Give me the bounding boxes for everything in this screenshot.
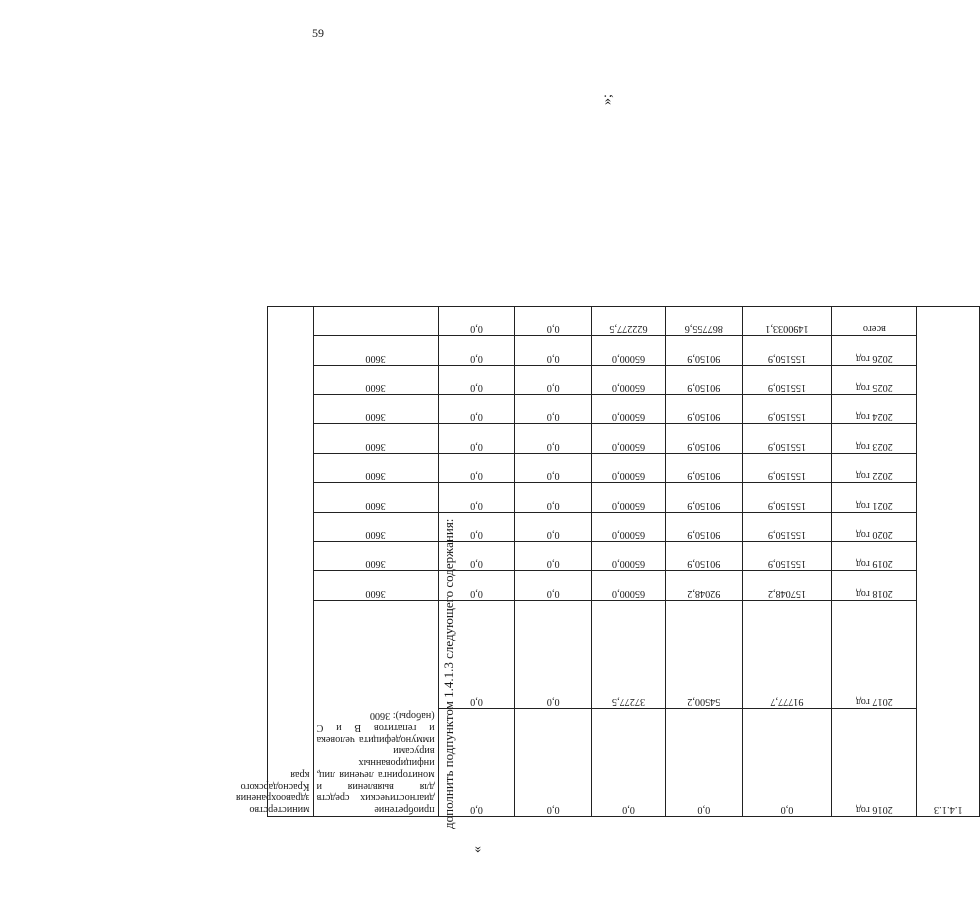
- local-budget-cell: 0,0: [515, 541, 592, 570]
- federal-budget-cell: 90150,9: [665, 483, 742, 512]
- regional-budget-cell: 37277,5: [592, 600, 666, 708]
- year-cell: 2020 год: [832, 512, 917, 541]
- local-budget-cell: 0,0: [515, 708, 592, 816]
- result-cell: 3600: [313, 453, 438, 482]
- result-cell: 3600: [313, 541, 438, 570]
- federal-budget-cell: 90150,9: [665, 512, 742, 541]
- local-budget-cell: 0,0: [515, 512, 592, 541]
- result-cell: 3600: [313, 483, 438, 512]
- open-quote: «: [470, 846, 485, 853]
- federal-budget-cell: 92048,2: [665, 571, 742, 600]
- table-row: [268, 483, 980, 512]
- federal-budget-cell: 90150,9: [665, 453, 742, 482]
- regional-budget-cell: 0,0: [592, 708, 666, 816]
- total-cell: 0,0: [742, 708, 832, 816]
- extrabudget-cell: 0,0: [438, 453, 515, 482]
- page-number: 59: [312, 26, 324, 40]
- regional-budget-cell: 65000,0: [592, 336, 666, 365]
- regional-budget-cell: 65000,0: [592, 424, 666, 453]
- result-cell: 3600: [313, 571, 438, 600]
- regional-budget-cell: 65000,0: [592, 512, 666, 541]
- table-row: [268, 512, 980, 541]
- total-cell: 155150,9: [742, 395, 832, 424]
- row-number-cell: 1.4.1.3: [917, 307, 980, 817]
- table-row: [268, 424, 980, 453]
- total-cell: 155150,9: [742, 365, 832, 394]
- local-budget-cell: 0,0: [515, 483, 592, 512]
- year-cell: 2018 год: [832, 571, 917, 600]
- regional-budget-cell: 65000,0: [592, 453, 666, 482]
- table-row: [268, 336, 980, 365]
- result-cell: 3600: [313, 365, 438, 394]
- regional-budget-cell: 65000,0: [592, 395, 666, 424]
- regional-budget-cell: 65000,0: [592, 541, 666, 570]
- year-cell: 2021 год: [832, 483, 917, 512]
- local-budget-cell: 0,0: [515, 307, 592, 336]
- federal-budget-cell: 867755,6: [665, 307, 742, 336]
- federal-budget-cell: 0,0: [665, 708, 742, 816]
- federal-budget-cell: 90150,9: [665, 365, 742, 394]
- year-cell: 2019 год: [832, 541, 917, 570]
- extrabudget-cell: 0,0: [438, 336, 515, 365]
- year-cell: всего: [832, 307, 917, 336]
- result-cell: 3600: [313, 512, 438, 541]
- result-cell: 3600: [313, 395, 438, 424]
- total-cell: 155150,9: [742, 336, 832, 365]
- table-row: [268, 541, 980, 570]
- extrabudget-cell: 0,0: [438, 395, 515, 424]
- result-cell: 3600: [313, 336, 438, 365]
- result-cell: 3600: [313, 424, 438, 453]
- total-cell: 91777,7: [742, 600, 832, 708]
- total-cell: 155150,9: [742, 453, 832, 482]
- table-row: [268, 365, 980, 394]
- year-cell: 2026 год: [832, 336, 917, 365]
- total-cell: 157048,2: [742, 571, 832, 600]
- extrabudget-cell: 0,0: [438, 307, 515, 336]
- table-row: [268, 307, 980, 336]
- extrabudget-cell: 0,0: [438, 483, 515, 512]
- regional-budget-cell: 622277,5: [592, 307, 666, 336]
- year-cell: 2024 год: [832, 395, 917, 424]
- year-cell: 2025 год: [832, 365, 917, 394]
- local-budget-cell: 0,0: [515, 453, 592, 482]
- intro-text: дополнить подпунктом 1.4.1.3 следующего содержания:: [441, 518, 456, 829]
- extrabudget-cell: 0,0: [438, 541, 515, 570]
- table-row: [268, 453, 980, 482]
- table-row: [268, 395, 980, 424]
- total-cell: 155150,9: [742, 541, 832, 570]
- local-budget-cell: 0,0: [515, 424, 592, 453]
- indicator-note-cell: приобретение диагностических средств для выявления и мониторинга лечения лиц, инфицированных вирусами иммунодефицита человека и гепатитов В и С (наборы): 3600: [313, 600, 438, 816]
- regional-budget-cell: 65000,0: [592, 571, 666, 600]
- year-cell: 2017 год: [832, 600, 917, 708]
- federal-budget-cell: 54500,2: [665, 600, 742, 708]
- year-cell: 2023 год: [832, 424, 917, 453]
- regional-budget-cell: 65000,0: [592, 365, 666, 394]
- program-table: [235, 306, 980, 817]
- local-budget-cell: 0,0: [515, 571, 592, 600]
- total-cell: 1490033,1: [742, 307, 832, 336]
- extrabudget-cell: 0,0: [438, 512, 515, 541]
- federal-budget-cell: 90150,9: [665, 541, 742, 570]
- local-budget-cell: 0,0: [515, 395, 592, 424]
- executor-cell: министерство здравоохранения Краснодарского края: [268, 307, 314, 817]
- total-cell: 155150,9: [742, 483, 832, 512]
- year-cell: 2022 год: [832, 453, 917, 482]
- local-budget-cell: 0,0: [515, 365, 592, 394]
- local-budget-cell: 0,0: [515, 600, 592, 708]
- regional-budget-cell: 65000,0: [592, 483, 666, 512]
- extrabudget-cell: 0,0: [438, 424, 515, 453]
- federal-budget-cell: 90150,9: [665, 424, 742, 453]
- close-quote: »;: [600, 94, 615, 105]
- extrabudget-cell: 0,0: [438, 571, 515, 600]
- federal-budget-cell: 90150,9: [665, 336, 742, 365]
- extrabudget-cell: 0,0: [438, 708, 515, 816]
- table-row: [268, 571, 980, 600]
- local-budget-cell: 0,0: [515, 336, 592, 365]
- total-cell: 155150,9: [742, 512, 832, 541]
- result-cell: [313, 307, 438, 336]
- year-cell: 2016 год: [832, 708, 917, 816]
- extrabudget-cell: 0,0: [438, 600, 515, 708]
- table-body: [235, 307, 980, 817]
- table-row: [268, 708, 980, 816]
- federal-budget-cell: 90150,9: [665, 395, 742, 424]
- extrabudget-cell: 0,0: [438, 365, 515, 394]
- total-cell: 155150,9: [742, 424, 832, 453]
